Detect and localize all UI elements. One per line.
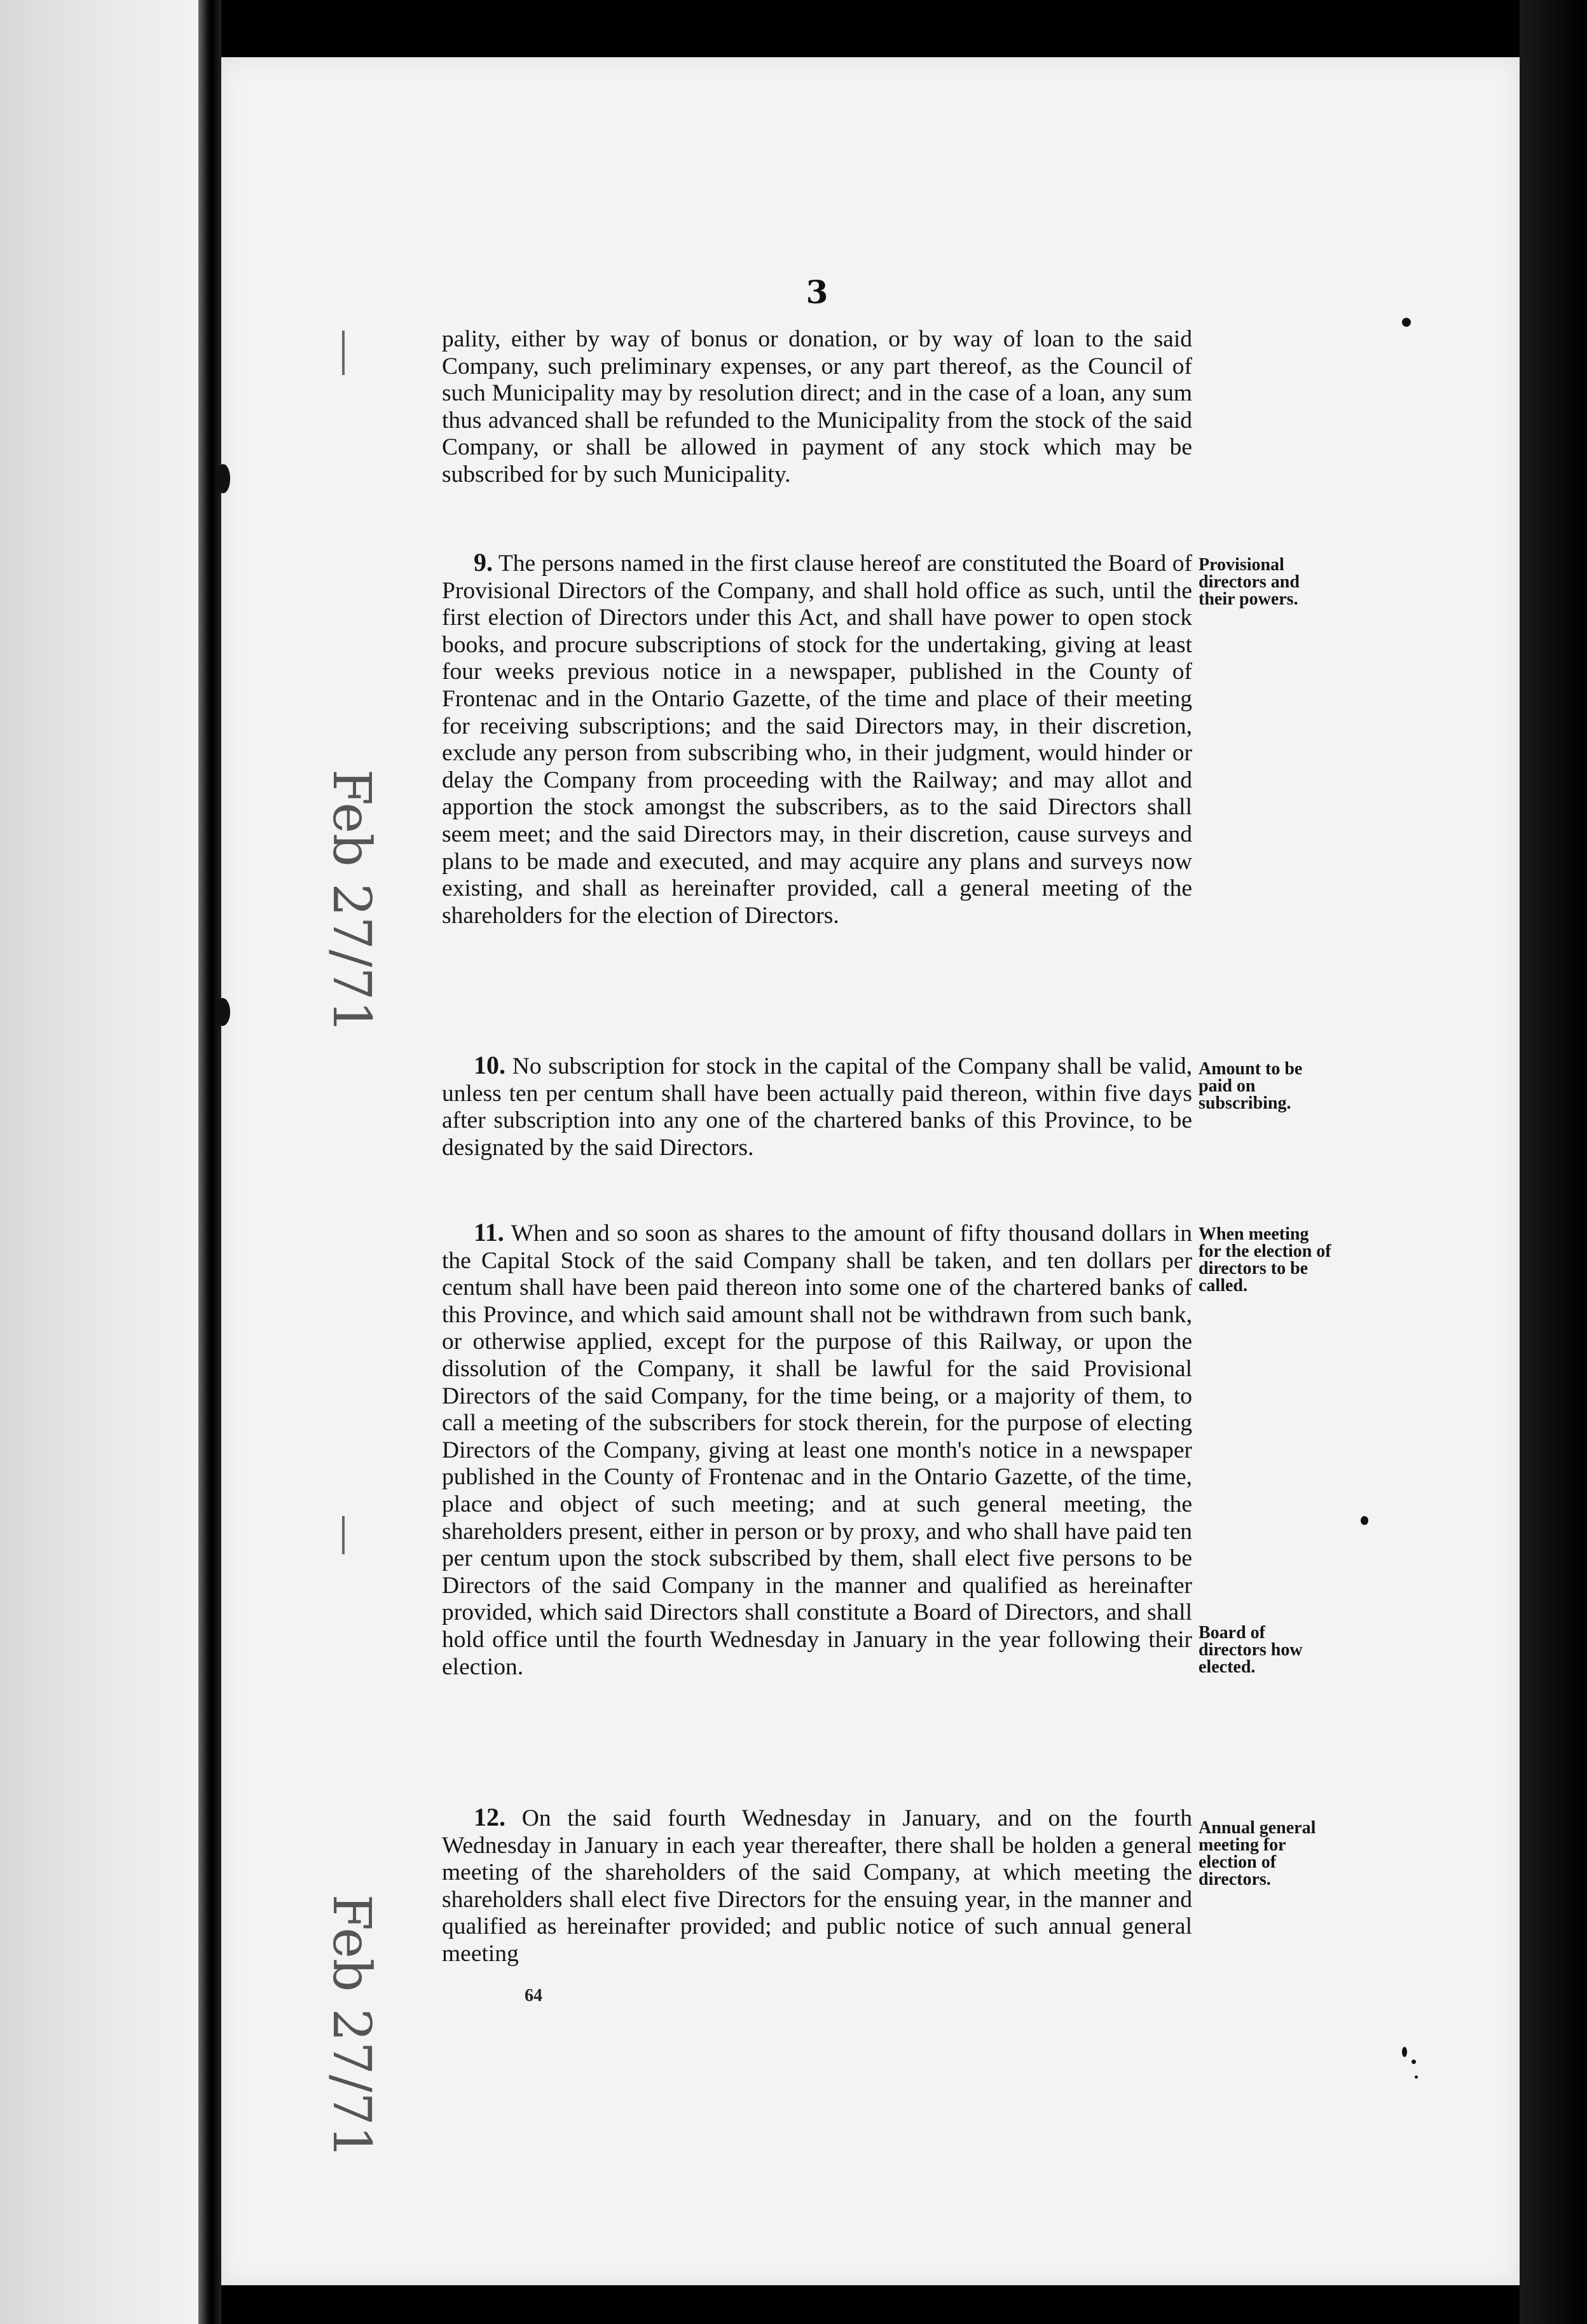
paragraph bbox=[442, 1219, 1192, 1681]
section-12 bbox=[442, 1804, 1192, 1968]
paragraph-text: When and so soon as shares to the amount of fifty thousand dollars in the Capital Stock of the said Company shall be taken, and ten dollars per centum shall have been paid thereon into some one of the chartered banks of this Province, and which said amount shall not be withdrawn from such bank, or otherwise applied, except for the purpose of this Railway, or upon the dissolution of the Company, it shall be lawful for the said Provisional Directors of the said Company, for the time being, or a majority of them, to call a meeting of the subscribers for stock therein, for the purpose of electing Directors of the Company, giving at least one month's notice in a newspaper published in the County of Frontenac and in the Ontario Gazette, of the time, place and object of such meeting; and at such general meeting, the shareholders present, either in person or by proxy, and who shall have paid ten per centum upon the stock subscribed by them, shall elect five persons to be Directors of the said Company in the manner and qualified as hereinafter provided, which said Directors shall constitute a Board of Directors, and shall hold office until the fourth Wednesday in January in the year following their election. bbox=[442, 1220, 1192, 1680]
section-9 bbox=[442, 549, 1192, 929]
paragraph bbox=[442, 1052, 1192, 1161]
binding-hole bbox=[215, 998, 230, 1026]
facing-page-edge bbox=[0, 0, 198, 2324]
body-text bbox=[442, 326, 1192, 489]
right-background bbox=[1520, 0, 1587, 2324]
section-number: 12. bbox=[474, 1803, 505, 1831]
binding-hole bbox=[216, 464, 230, 493]
section-10 bbox=[442, 1052, 1192, 1161]
paragraph-text: pality, either by way of bonus or donation, or by way of loan to the said Company, such preliminary expenses, or any part thereof, as the Council of such Municipality may by resolution direct; and in the case of a loan, any sum thus advanced shall be refunded to the Municipality from the stock of the said Company, or shall be allowed in payment of any stock which may be subscribed for by such Municipality. bbox=[442, 326, 1192, 488]
paragraph bbox=[442, 549, 1192, 929]
pencil-tick bbox=[342, 1516, 345, 1554]
paragraph-text: On the said fourth Wednesday in January, and on the fourth Wednesday in January in each year thereafter, there shall be holden a general meeting of the shareholders of the said Company, at which meeting the shareholders shall elect five Directors for the ensuing year, in the manner and qualified as hereinafter provided; and public notice of such annual general meeting bbox=[442, 1805, 1193, 1967]
page-number: 3 bbox=[806, 273, 828, 311]
ink-speck bbox=[1402, 318, 1411, 327]
paragraph bbox=[442, 1804, 1192, 1968]
section-11 bbox=[442, 1219, 1192, 1681]
margin-note: When meeting for the election of directors to be called. bbox=[1199, 1224, 1331, 1295]
margin-note: Board of directors how elected. bbox=[1199, 1623, 1303, 1677]
paragraph-text: The persons named in the first clause hereof are constituted the Board of Provisional Directors of the Company, and shall hold office as such, until the first election of Directors under this Act, and shall have power to open stock books, and procure subscriptions of stock for the undertaking, giving at least four weeks previous notice in a newspaper, published in the County of Frontenac and in the Ontario Gazette, of the time and place of their meeting for receiving subscriptions; and the said Directors may, in their discretion, exclude any person from subscribing who, in their judgment, would hinder or delay the Company from proceeding with the Railway; and may allot and apportion the stock amongst the subscribers, as to the said Directors shall seem meet; and the said Directors may, in their discretion, cause surveys and plans to be made and executed, and may acquire any plans and surveys now existing, and shall as hereinafter provided, call a general meeting of the shareholders for the election of Directors. bbox=[442, 550, 1192, 929]
ink-speck bbox=[1361, 1516, 1368, 1525]
ink-speck bbox=[1402, 2047, 1407, 2057]
handwritten-annotation bbox=[280, 1894, 381, 1996]
binding-gutter bbox=[198, 0, 221, 2324]
section-number: 10. bbox=[474, 1051, 505, 1079]
margin-note: Annual general meeting for election of directors. bbox=[1199, 1818, 1316, 1889]
paragraph-text: No subscription for stock in the capital of the Company shall be valid, unless ten per centum shall have been actually paid thereon, within five days after subscription into any one of the chartered banks of this Province, to be designated by the said Directors. bbox=[442, 1053, 1193, 1161]
margin-note: Provisional directors and their powers. bbox=[1199, 555, 1300, 609]
handwritten-annotation bbox=[280, 769, 381, 871]
section-number: 11. bbox=[474, 1218, 504, 1247]
signature-mark: 64 bbox=[525, 1986, 542, 2006]
margin-note: Amount to be paid on subscribing. bbox=[1199, 1059, 1303, 1113]
ink-speck bbox=[1412, 2060, 1416, 2064]
paragraph-continuation bbox=[442, 326, 1192, 489]
section-number: 9. bbox=[474, 548, 493, 577]
pencil-tick bbox=[342, 331, 345, 375]
ink-speck bbox=[1415, 2075, 1418, 2079]
